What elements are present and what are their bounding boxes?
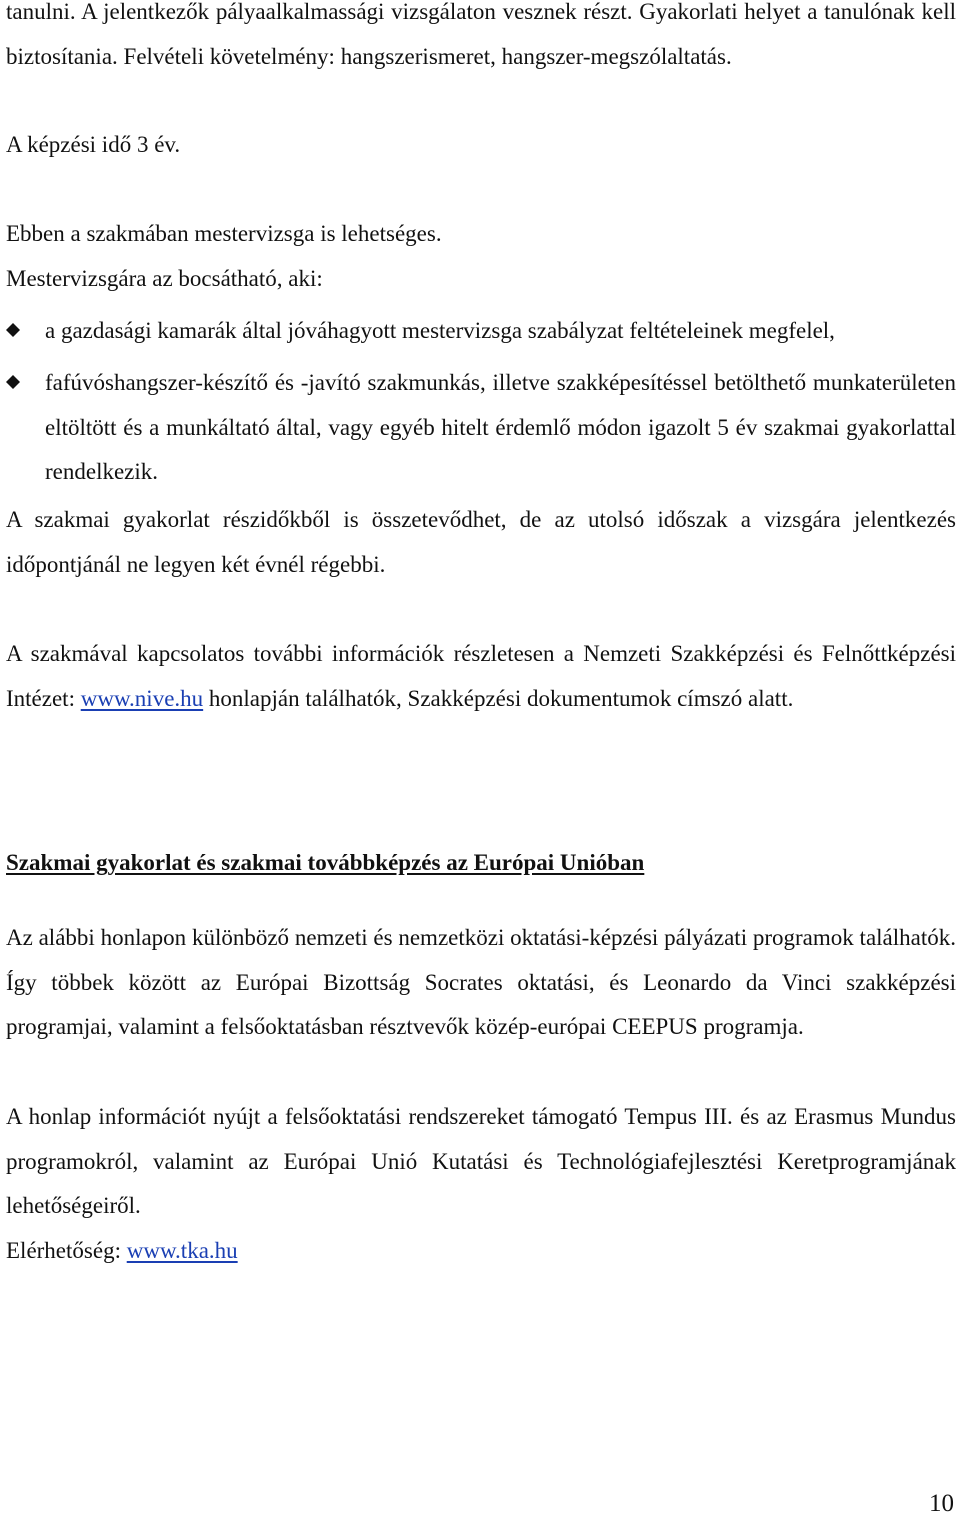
diamond-bullet-icon — [6, 375, 20, 389]
nive-link[interactable]: www.nive.hu — [80, 685, 204, 711]
tempus-paragraph: A honlap információt nyújt a felsőoktatási rendszereket támogató Tempus III. és az Erasmus Mundus programokról, valamint az Európai Unió Kutatási és Technológiafejlesztési Keretprogramjának lehetőségeiről. — [6, 1104, 956, 1218]
intro-paragraph: tanulni. A jelentkezők pályaalkalmassági vizsgálaton vesznek részt. Gyakorlati helyet a tanulónak kell biztosítania. Felvételi követelmény: hangszerismeret, hangszer-megszólaltatás. — [6, 0, 956, 69]
diamond-bullet-icon — [6, 323, 20, 337]
info-paragraph — [6, 632, 956, 721]
info-text-after: honlapján találhatók, Szakképzési dokumentumok címszó alatt. — [203, 685, 794, 711]
availability-label: Elérhetőség: — [6, 1238, 127, 1263]
master-exam-eligibility: Mestervizsgára az bocsátható, aki: — [6, 266, 323, 291]
info-text-before: A szakmával kapcsolatos további információk részletesen a Nemzeti Szakképzési és Felnőttképzési Intézet: — [6, 641, 956, 711]
practice-paragraph: A szakmai gyakorlat részidőkből is összetevődhet, de az utolsó időszak a vizsgára jelentkezés időpontjánál ne legyen két évnél régebbi. — [6, 507, 956, 577]
eu-programs-paragraph: Az alábbi honlapon különböző nemzeti és nemzetközi oktatási-képzési pályázati programok találhatók. Így többek között az Európai Bizottság Socrates oktatási, és Leonardo da Vinci szakképzési programjai, valamint a felsőoktatásban résztvevők közép-európai CEEPUS programja. — [6, 925, 956, 1039]
training-duration: A képzési idő 3 év. — [6, 132, 181, 157]
tka-link[interactable]: www.tka.hu — [126, 1238, 238, 1263]
availability-line — [6, 1229, 956, 1274]
section-heading: Szakmai gyakorlat és szakmai továbbképzés az Európai Unióban — [6, 850, 645, 875]
bullet-text: fafúvóshangszer-készítő és -javító szakmunkás, illetve szakképesítéssel betölthető munkaterületen eltöltött és a munkáltató által, vagy egyéb hitelt érdemlő módon igazolt 5 év szakmai gyakorlattal rendelkezik. — [45, 370, 956, 484]
bullet-text: a gazdasági kamarák által jóváhagyott mestervizsga szabályzat feltételeinek megfelel, — [45, 318, 835, 343]
page-number: 10 — [929, 1490, 954, 1517]
master-exam-note: Ebben a szakmában mestervizsga is lehetséges. — [6, 221, 442, 246]
